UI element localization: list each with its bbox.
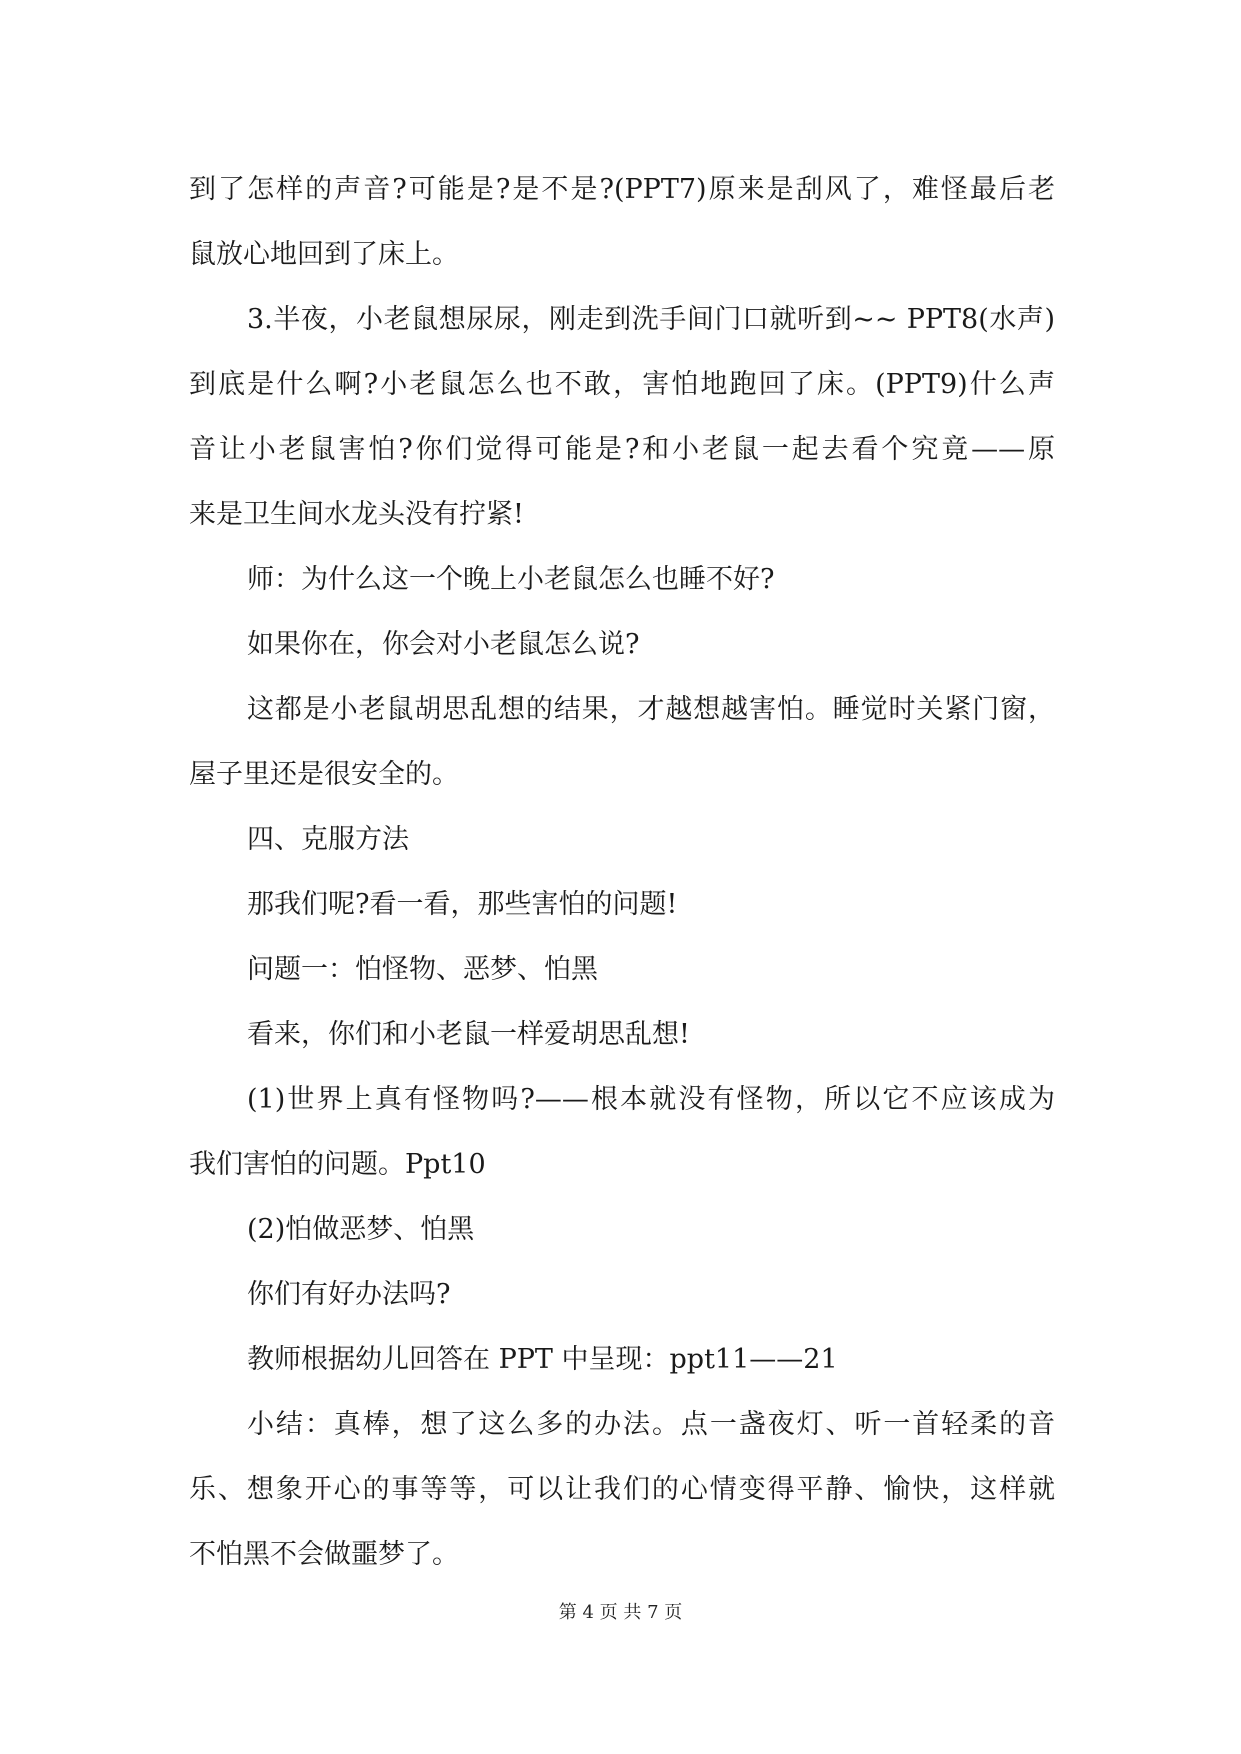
text-line: 教师根据幼儿回答在 PPT 中呈现：ppt11——21 — [247, 1344, 838, 1375]
text-line: 你们有好办法吗? — [247, 1279, 451, 1310]
text-line: 鼠放心地回到了床上。 — [189, 239, 459, 270]
text-line: (2)怕做恶梦、怕黑 — [247, 1214, 475, 1245]
text-line: 问题一：怕怪物、恶梦、怕黑 — [247, 954, 598, 985]
document-body — [189, 157, 1055, 1587]
text-line: 来是卫生间水龙头没有拧紧! — [189, 499, 524, 530]
text-line: (1)世界上真有怪物吗?——根本就没有怪物，所以它不应该成为 — [247, 1084, 1055, 1115]
text-line: 到了怎样的声音?可能是?是不是?(PPT7)原来是刮风了，难怪最后老 — [189, 174, 1055, 205]
text-line: 这都是小老鼠胡思乱想的结果，才越想越害怕。睡觉时关紧门窗， — [247, 694, 1055, 725]
text-line: 师：为什么这一个晚上小老鼠怎么也睡不好? — [247, 564, 775, 595]
text-line: 如果你在，你会对小老鼠怎么说? — [247, 629, 640, 660]
text-line: 到底是什么啊?小老鼠怎么也不敢，害怕地跑回了床。(PPT9)什么声 — [189, 369, 1055, 400]
text-line: 屋子里还是很安全的。 — [189, 759, 459, 790]
text-line: 3.半夜，小老鼠想尿尿，刚走到洗手间门口就听到~~ PPT8(水声) — [247, 304, 1055, 335]
text-line: 看来，你们和小老鼠一样爱胡思乱想! — [247, 1019, 690, 1050]
text-line: 四、克服方法 — [247, 824, 409, 855]
text-line: 小结：真棒，想了这么多的办法。点一盏夜灯、听一首轻柔的音 — [247, 1409, 1055, 1440]
text-line: 音让小老鼠害怕?你们觉得可能是?和小老鼠一起去看个究竟——原 — [189, 434, 1055, 465]
text-line: 不怕黑不会做噩梦了。 — [189, 1539, 459, 1570]
page-number-footer: 第 4 页 共 7 页 — [558, 1602, 683, 1623]
text-line: 那我们呢?看一看，那些害怕的问题! — [247, 889, 678, 920]
text-line: 乐、想象开心的事等等，可以让我们的心情变得平静、愉快，这样就 — [189, 1474, 1055, 1505]
text-line: 我们害怕的问题。Ppt10 — [189, 1149, 486, 1180]
